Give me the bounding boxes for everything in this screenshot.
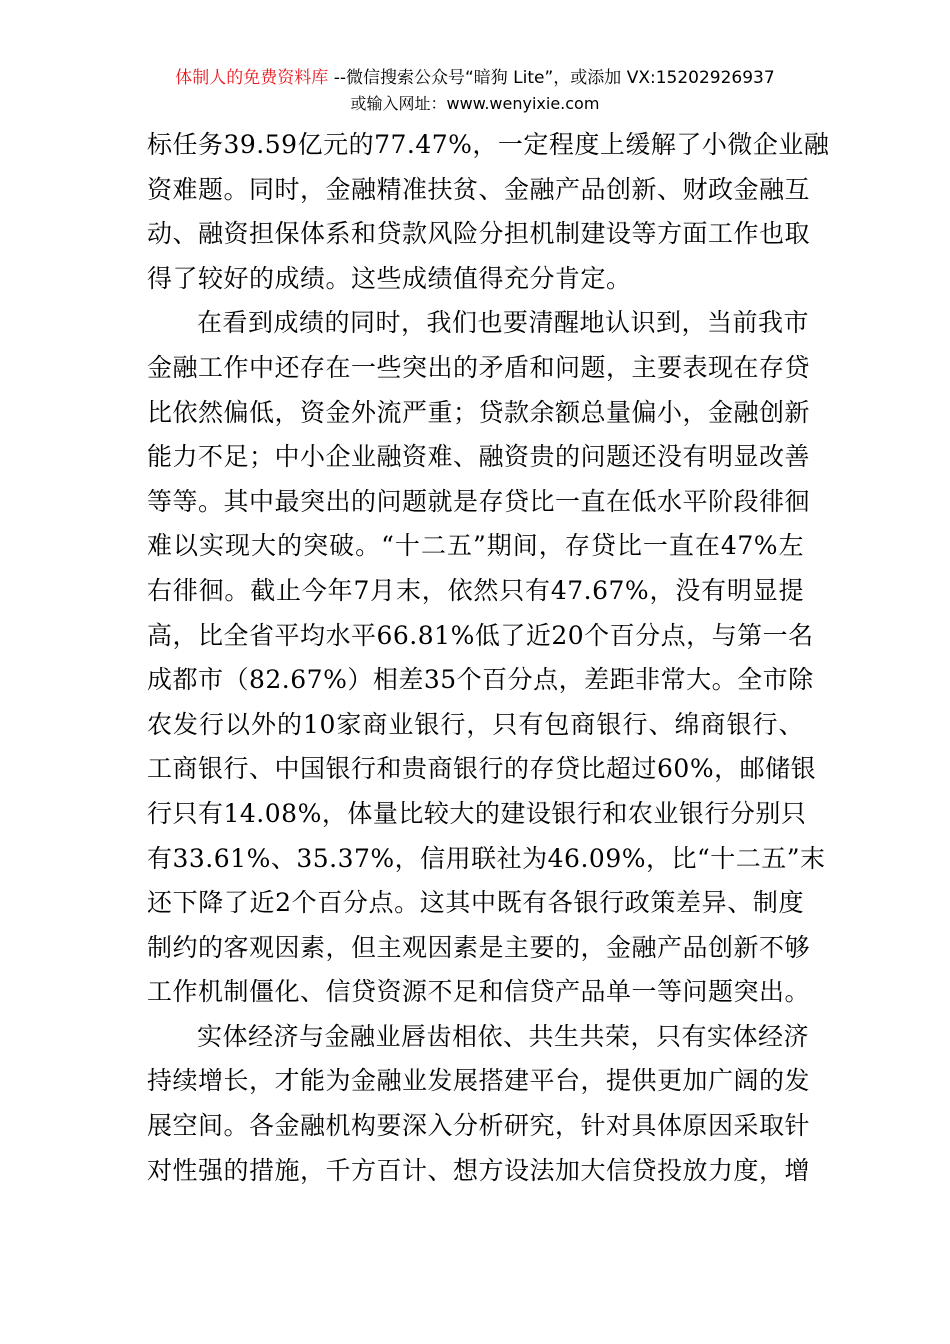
text-line: 右徘徊。截止今年7月末，依然只有47.67%，没有明显提 bbox=[147, 575, 804, 605]
header-website: 或输入网址：www.wenyixie.com bbox=[350, 94, 600, 113]
text-line: 还下降了近2个百分点。这其中既有各银行政策差异、制度 bbox=[147, 888, 804, 918]
text-line: 得了较好的成绩。这些成绩值得充分肯定。 bbox=[147, 263, 632, 293]
text-line: 农发行以外的10家商业银行，只有包商银行、绵商银行、 bbox=[147, 709, 804, 739]
text-line: 难以实现大的突破。“十二五”期间，存贷比一直在47%左 bbox=[147, 531, 804, 561]
header-brand: 体制人的免费资料库 bbox=[175, 68, 329, 88]
text-line: 行只有14.08%，体量比较大的建设银行和农业银行分别只 bbox=[147, 798, 807, 828]
text-line: 资难题。同时，金融精准扶贫、金融产品创新、财政金融互 bbox=[147, 174, 811, 204]
text-line: 高，比全省平均水平66.81%低了近20个百分点，与第一名 bbox=[147, 620, 814, 650]
text-line: 展空间。各金融机构要深入分析研究，针对具体原因采取针 bbox=[147, 1111, 811, 1141]
paragraph-start: 在看到成绩的同时，我们也要清醒地认识到，当前我市 bbox=[197, 308, 810, 338]
text-line: 持续增长，才能为金融业发展搭建平台，提供更加广阔的发 bbox=[147, 1066, 811, 1096]
document-header bbox=[0, 66, 950, 116]
text-line: 成都市（82.67%）相差35个百分点，差距非常大。全市除 bbox=[147, 665, 814, 695]
text-line: 有33.61%、35.37%，信用联社为46.09%，比“十二五”末 bbox=[147, 843, 826, 873]
text-line: 动、融资担保体系和贷款风险分担机制建设等方面工作也取 bbox=[147, 219, 811, 249]
text-line: 对性强的措施，千方百计、想方设法加大信贷投放力度，增 bbox=[147, 1155, 811, 1185]
text-line: 能力不足；中小企业融资难、融资贵的问题还没有明显改善 bbox=[147, 442, 811, 472]
text-line: 金融工作中还存在一些突出的矛盾和问题，主要表现在存贷 bbox=[147, 352, 811, 382]
text-line: 比依然偏低，资金外流严重；贷款余额总量偏小，金融创新 bbox=[147, 397, 811, 427]
text-line: 等等。其中最突出的问题就是存贷比一直在低水平阶段徘徊 bbox=[147, 486, 811, 516]
text-line: 工商银行、中国银行和贵商银行的存贷比超过60%，邮储银 bbox=[147, 754, 817, 784]
document-body bbox=[147, 123, 830, 1193]
header-line-1 bbox=[0, 66, 950, 91]
text-line: 制约的客观因素，但主观因素是主要的，金融产品创新不够 bbox=[147, 932, 811, 962]
text-line: 工作机制僵化、信贷资源不足和信贷产品单一等问题突出。 bbox=[147, 977, 811, 1007]
text-line: 标任务39.59亿元的77.47%，一定程度上缓解了小微企业融 bbox=[147, 130, 830, 159]
header-contact: --微信搜索公众号“暗狗 Lite”，或添加 VX:15202926937 bbox=[328, 68, 775, 88]
paragraph-start: 实体经济与金融业唇齿相依、共生共荣，只有实体经济 bbox=[197, 1021, 810, 1051]
